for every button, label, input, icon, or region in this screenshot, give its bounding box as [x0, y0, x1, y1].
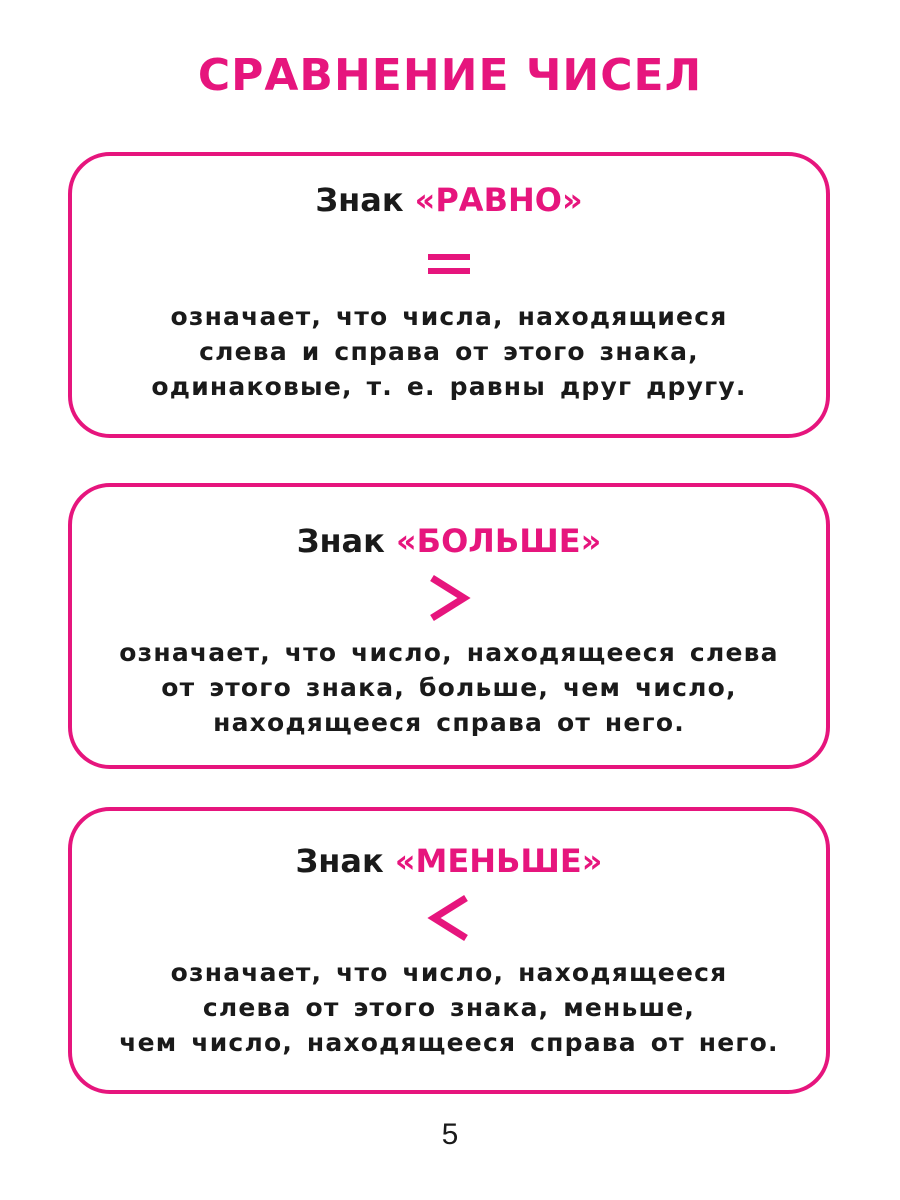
- description-line: означает, что число, находящееся слева: [119, 638, 779, 667]
- page-number: 5: [441, 1118, 459, 1151]
- heading-sign-name: «МЕНЬШЕ»: [394, 842, 603, 880]
- equals-sign-icon: [72, 234, 826, 294]
- heading-prefix: Знак: [296, 522, 385, 560]
- description-line: находящееся справа от него.: [213, 708, 685, 737]
- heading-prefix: Знак: [315, 181, 404, 219]
- card-heading: [72, 521, 826, 561]
- description-line: означает, что число, находящееся: [170, 958, 728, 987]
- description-line: одинаковые, т. е. равны друг другу.: [151, 372, 747, 401]
- card-heading: [72, 841, 826, 881]
- greater-than-sign-icon: [72, 569, 826, 629]
- page-title: СРАВНЕНИЕ ЧИСЕЛ: [197, 50, 703, 101]
- card-description: [72, 299, 826, 404]
- description-line: от этого знака, больше, чем число,: [161, 673, 737, 702]
- heading-sign-name: «БОЛЬШЕ»: [396, 522, 602, 560]
- card-description: [72, 635, 826, 740]
- heading-prefix: Знак: [295, 842, 384, 880]
- description-line: слева и справа от этого знака,: [199, 337, 699, 366]
- card-equals: [68, 152, 830, 438]
- description-line: чем число, находящееся справа от него.: [119, 1028, 779, 1057]
- card-greater-than: [68, 483, 830, 769]
- description-line: означает, что числа, находящиеся: [170, 302, 728, 331]
- card-heading: [72, 180, 826, 220]
- card-less-than: [68, 807, 830, 1094]
- description-line: слева от этого знака, меньше,: [202, 993, 696, 1022]
- card-description: [72, 955, 826, 1060]
- less-than-sign-icon: [72, 889, 826, 949]
- heading-sign-name: «РАВНО»: [414, 181, 583, 219]
